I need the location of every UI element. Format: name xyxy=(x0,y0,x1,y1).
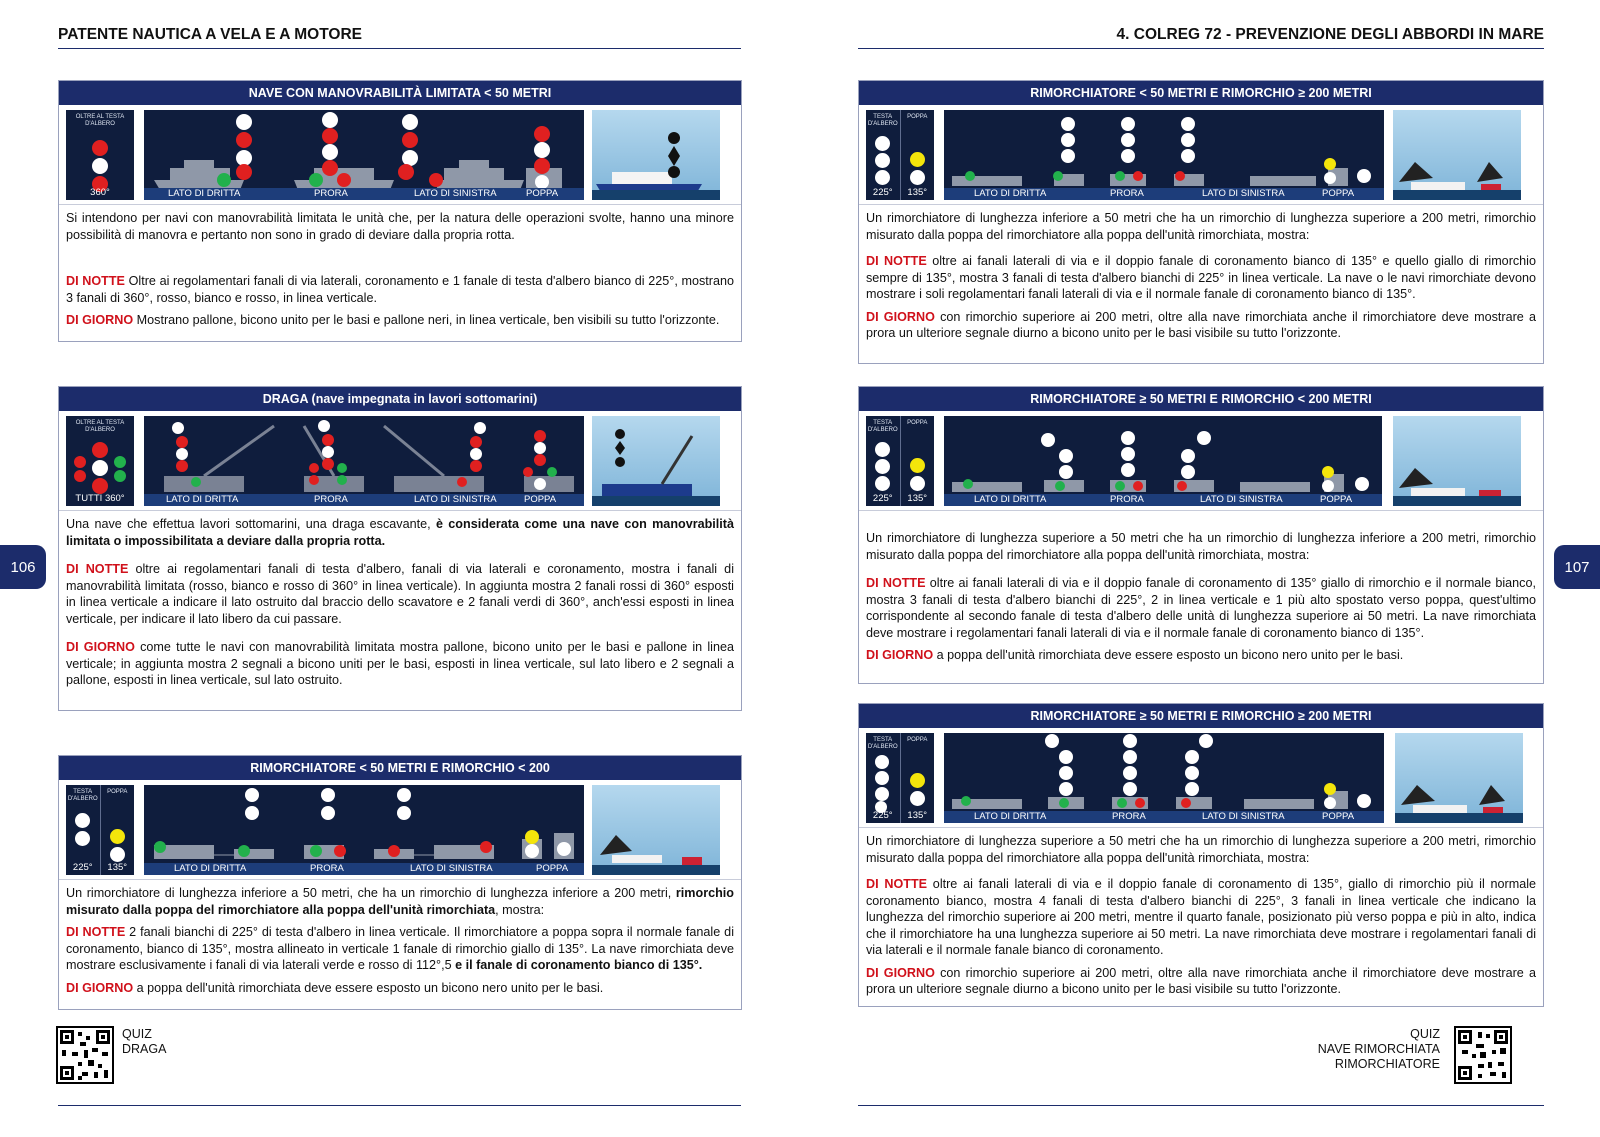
legend-caption: OLTRE AL TESTA D'ALBERO xyxy=(75,114,125,127)
box-text xyxy=(59,205,741,339)
intro-text-bold: rimorchio misurato dalla poppa del rimorchiatore alla poppa dell'unità rimorchiata xyxy=(66,886,734,917)
view-labels xyxy=(944,188,1384,200)
legend-angle: 135° xyxy=(907,810,928,821)
night-scene xyxy=(944,110,1384,200)
legend-angle: 360° xyxy=(90,187,110,198)
day-text: a poppa dell'unità rimorchiata deve essere esposto un bicono nero unito per le basi. xyxy=(133,980,604,995)
box-long-tug-long-tow xyxy=(858,703,1544,1007)
night-label: DI NOTTE xyxy=(66,925,126,939)
green-light-icon xyxy=(114,470,126,482)
tow-day-drawing xyxy=(592,785,720,875)
box-title: DRAGA (nave impegnata in lavori sottomarini) xyxy=(59,387,741,411)
tow-day-drawing xyxy=(1393,416,1521,506)
box-text xyxy=(59,511,741,699)
night-text: 2 fanali bianchi di 225° di testa d'albero in linea verticale. Il rimorchiatore a poppa sopra il normale fanale di coronamento, bianco di 135°, mostra allineato in verticale 1 fanale di rimorchio giallo di 135°. La nave rimorchiata deve mostrare esclusivamente i fanali di via laterali verde e rosso di 112°,5 xyxy=(66,925,734,972)
legend-stern xyxy=(900,110,935,200)
night-text: oltre ai fanali laterali di via e il doppio fanale di coronamento bianco di 135° e quello giallo di rimorchio sempre di 135°, mostra 3 fanali di testa d'albero bianchi di 225° in linea verticale. La nave o le navi rimorchiate devono mostrare i soli regolamentari fanali laterali di via e il normale fanale di coronamento bianco di 135°. xyxy=(866,254,1536,301)
box-text xyxy=(59,880,741,1006)
white-light-icon xyxy=(110,847,125,862)
night-label: DI NOTTE xyxy=(866,576,926,590)
qr-code-quiz-rimorchio[interactable] xyxy=(1454,1026,1512,1084)
tug-night-drawing xyxy=(144,785,584,875)
quiz-topic: DRAGA xyxy=(122,1042,167,1056)
label-bow: PRORA xyxy=(1110,188,1144,199)
legend-angle: 225° xyxy=(872,810,893,821)
day-label: DI GIORNO xyxy=(66,980,134,995)
lights-legend xyxy=(66,785,134,875)
lights-illustration xyxy=(59,780,741,880)
ship-day-photo xyxy=(592,110,720,200)
lights-legend xyxy=(66,110,134,200)
white-light-icon xyxy=(910,791,925,806)
tug-night-drawing xyxy=(944,416,1382,506)
dredger-night-drawing xyxy=(144,416,584,506)
view-labels xyxy=(944,494,1382,506)
box-dredger xyxy=(58,386,742,711)
legend-angle: 135° xyxy=(907,187,928,198)
label-bow: PRORA xyxy=(1110,494,1144,505)
intro-text xyxy=(66,516,734,549)
box-text xyxy=(859,828,1543,1008)
tow-day-drawing xyxy=(1395,733,1523,823)
night-text-bold: e il fanale di coronamento bianco di 135°. xyxy=(455,958,703,972)
qr-code-icon xyxy=(1456,1028,1510,1082)
white-light-icon xyxy=(910,170,925,185)
night-scene xyxy=(144,416,584,506)
white-light-icon xyxy=(875,771,889,785)
night-text: oltre ai regolamentari fanali di testa d'albero, fanali di via laterali e coronamento, mostra i fanali di manovrabilità limitata (rosso, bianco e rosso di 360° in linea verticale). In aggiunta mostra 2 fanali rossi di 360° esposti in linea verticale a indicare il lato ostruito dal braccio dello scavatore e 2 fanali verdi di 360°, anch'essi esposti in linea verticale, per indicare il lato libero da cui passare. xyxy=(66,562,734,626)
legend-caption: TESTA D'ALBERO xyxy=(867,114,898,127)
lights-illustration xyxy=(859,728,1543,828)
legend-stern xyxy=(900,416,935,506)
white-light-icon xyxy=(75,813,90,828)
day-text: a poppa dell'unità rimorchiata deve essere esposto un bicono nero unito per le basi. xyxy=(933,648,1404,662)
night-paragraph xyxy=(866,575,1536,641)
day-paragraph xyxy=(866,647,1536,664)
night-label: DI NOTTE xyxy=(66,274,125,288)
label-port: LATO DI SINISTRA xyxy=(1200,494,1283,505)
label-stern: POPPA xyxy=(524,494,557,505)
lights-legend xyxy=(866,416,934,506)
legend-caption: TESTA D'ALBERO xyxy=(67,789,98,802)
label-stern: POPPA xyxy=(1322,811,1355,822)
box-tug-long-tow xyxy=(858,80,1544,364)
night-scene xyxy=(144,110,584,200)
green-light-icon xyxy=(114,456,126,468)
night-paragraph xyxy=(66,561,734,627)
day-paragraph xyxy=(866,965,1536,998)
label-starboard: LATO DI DRITTA xyxy=(168,188,241,199)
white-light-icon xyxy=(875,153,890,168)
legend-angle: 225° xyxy=(872,493,893,504)
lights-legend xyxy=(866,110,934,200)
intro-text: Si intendono per navi con manovrabilità limitata le unità che, per la natura delle operazioni svolte, hanno una minore possibilità di manovra e pertanto non sono in grado di deviare dalla propria rotta. xyxy=(66,211,734,242)
label-stern: POPPA xyxy=(1320,494,1353,505)
label-starboard: LATO DI DRITTA xyxy=(974,811,1047,822)
page-number-right: 107 xyxy=(1554,545,1600,589)
right-page xyxy=(800,0,1600,1137)
legend-caption: POPPA xyxy=(907,420,928,426)
legend-angle: 225° xyxy=(72,862,93,873)
day-text: con rimorchio superiore ai 200 metri, oltre alla nave rimorchiata anche il rimorchiatore deve mostrare a prora un ulteriore segnale diurno a bicono unito per le basi visibile su tutto l'orizzonte. xyxy=(866,965,1536,996)
label-starboard: LATO DI DRITTA xyxy=(974,494,1047,505)
ship-day-drawing xyxy=(592,110,720,200)
running-header-right: 4. COLREG 72 - PREVENZIONE DEGLI ABBORDI IN MARE xyxy=(1116,26,1544,43)
dredger-day-drawing xyxy=(592,416,720,506)
legend-angle: 135° xyxy=(107,862,128,873)
yellow-light-icon xyxy=(910,458,925,473)
label-port: LATO DI SINISTRA xyxy=(410,863,493,874)
lights-illustration xyxy=(859,105,1543,205)
white-light-icon xyxy=(875,459,890,474)
box-tug-short-tow xyxy=(58,755,742,1010)
view-labels xyxy=(144,863,584,875)
sea xyxy=(592,865,720,875)
night-label: DI NOTTE xyxy=(866,254,927,268)
page-number-left: 106 xyxy=(0,545,46,589)
running-header-left: PATENTE NAUTICA A VELA E A MOTORE xyxy=(58,26,362,43)
legend-masthead xyxy=(866,110,900,200)
sea xyxy=(1395,813,1523,823)
day-paragraph xyxy=(866,309,1536,342)
red-light-icon xyxy=(92,140,108,156)
red-light-icon xyxy=(74,470,86,482)
white-light-icon xyxy=(910,476,925,491)
intro-text: Un rimorchiatore di lunghezza inferiore a 50 metri che ha un rimorchio di lunghezza superiore a 200 metri, rimorchio misurato dalla poppa del rimorchiatore alla poppa dell'unità rimorchiata, mostra: xyxy=(866,211,1536,242)
label-bow: PRORA xyxy=(314,188,348,199)
tow-day-photo xyxy=(1393,110,1521,200)
intro-text-a: Una nave che effettua lavori sottomarini, una draga escavante, xyxy=(66,517,436,531)
box-title: RIMORCHIATORE ≥ 50 METRI E RIMORCHIO ≥ 200 METRI xyxy=(859,704,1543,728)
header-rule xyxy=(858,48,1544,49)
box-title: NAVE CON MANOVRABILITÀ LIMITATA < 50 METRI xyxy=(59,81,741,105)
day-label: DI GIORNO xyxy=(866,648,934,662)
quiz-caption xyxy=(1318,1027,1440,1072)
tow-day-drawing xyxy=(1393,110,1521,200)
label-bow: PRORA xyxy=(1112,811,1146,822)
white-light-icon xyxy=(875,170,890,185)
night-scene xyxy=(944,416,1382,506)
day-paragraph xyxy=(66,639,734,689)
lights-illustration xyxy=(59,411,741,511)
night-text: Oltre ai regolamentari fanali di via laterali, coronamento e 1 fanale di testa d'albero bianco di 225°, mostrano 3 fanali di 360°, rosso, bianco e rosso, in linea verticale. xyxy=(66,274,734,305)
qr-code-quiz-draga[interactable] xyxy=(56,1026,114,1084)
quiz-caption xyxy=(122,1027,166,1057)
legend-caption: POPPA xyxy=(907,737,928,743)
day-paragraph xyxy=(66,312,734,329)
intro-text-bold: è considerata come una nave con manovrabilità limitata o impossibilitata a deviare dalla propria rotta. xyxy=(66,517,734,548)
box-title: RIMORCHIATORE ≥ 50 METRI E RIMORCHIO < 200 METRI xyxy=(859,387,1543,411)
label-port: LATO DI SINISTRA xyxy=(414,188,497,199)
legend-caption: TESTA D'ALBERO xyxy=(867,420,898,433)
ships-night-drawing xyxy=(144,110,584,200)
night-label: DI NOTTE xyxy=(866,877,928,891)
night-paragraph xyxy=(866,876,1536,959)
label-port: LATO DI SINISTRA xyxy=(414,494,497,505)
view-labels xyxy=(144,188,584,200)
night-scene xyxy=(944,733,1384,823)
tug-night-drawing xyxy=(944,110,1384,200)
view-labels xyxy=(144,494,584,506)
intro-text xyxy=(66,885,734,918)
label-port: LATO DI SINISTRA xyxy=(1202,188,1285,199)
sea xyxy=(1393,190,1521,200)
red-light-icon xyxy=(74,456,86,468)
box-text xyxy=(859,511,1543,674)
lights-illustration xyxy=(859,411,1543,511)
legend-angle: 135° xyxy=(907,493,928,504)
quiz-topic: NAVE RIMORCHIATA xyxy=(1317,1042,1440,1056)
legend-masthead xyxy=(866,416,900,506)
label-stern: POPPA xyxy=(1322,188,1355,199)
day-paragraph xyxy=(66,980,734,997)
intro-text: Un rimorchiatore di lunghezza superiore a 50 metri che ha un rimorchio di lunghezza inferiore a 200 metri, rimorchio misurato dalla poppa del rimorchiatore alla poppa dell'unità rimorchiata, mostra: xyxy=(866,531,1536,562)
label-bow: PRORA xyxy=(310,863,344,874)
box-text xyxy=(859,205,1543,352)
label-starboard: LATO DI DRITTA xyxy=(174,863,247,874)
lights-legend xyxy=(866,733,934,823)
day-label: DI GIORNO xyxy=(866,965,935,980)
lights-legend xyxy=(66,416,134,506)
white-light-icon xyxy=(875,136,890,151)
quiz-label: QUIZ xyxy=(122,1027,152,1041)
red-light-icon xyxy=(92,478,108,494)
box-long-tug-short-tow xyxy=(858,386,1544,684)
legend-stern xyxy=(100,785,135,875)
day-label: DI GIORNO xyxy=(66,313,134,327)
legend-angle: TUTTI 360° xyxy=(75,493,125,504)
intro-text-c: , mostra: xyxy=(495,902,545,917)
legend-angle: 225° xyxy=(872,187,893,198)
box-title: RIMORCHIATORE < 50 METRI E RIMORCHIO ≥ 200 METRI xyxy=(859,81,1543,105)
tow-day-photo xyxy=(592,785,720,875)
tug-night-drawing xyxy=(944,733,1384,823)
legend-stern xyxy=(900,733,935,823)
sea xyxy=(592,496,720,506)
white-light-icon xyxy=(875,442,890,457)
day-text: con rimorchio superiore ai 200 metri, oltre alla nave rimorchiata anche il rimorchiatore deve mostrare a prora un ulteriore segnale diurno a bicono unito per le basi visibile su tutto l'orizzonte. xyxy=(866,309,1536,340)
night-paragraph xyxy=(66,924,734,974)
yellow-light-icon xyxy=(910,152,925,167)
view-labels xyxy=(944,811,1384,823)
footer-rule xyxy=(58,1105,741,1106)
white-light-icon xyxy=(75,831,90,846)
white-light-icon xyxy=(92,158,108,174)
night-scene xyxy=(144,785,584,875)
yellow-light-icon xyxy=(910,773,925,788)
white-light-icon xyxy=(875,476,890,491)
lights-illustration xyxy=(59,105,741,205)
quiz-label: QUIZ xyxy=(1410,1027,1440,1041)
tow-day-photo xyxy=(1393,416,1521,506)
legend-masthead xyxy=(866,733,900,823)
label-port: LATO DI SINISTRA xyxy=(1202,811,1285,822)
yellow-light-icon xyxy=(110,829,125,844)
day-text: come tutte le navi con manovrabilità limitata mostra pallone, bicono unito per le basi e pallone in linea verticale; in aggiunta mostra 2 segnali a bicono uniti per le basi, esposti in linea verticale, sul lato libero e 2 segnali a pallone, esposti in linea verticale, sul lato ostruito. xyxy=(66,640,734,687)
legend-masthead xyxy=(66,785,100,875)
header-rule xyxy=(58,48,741,49)
night-text: oltre ai fanali laterali di via e il doppio fanale di coronamento di 135° giallo di rimorchio e il normale bianco, mostra 3 fanali di testa d'albero bianchi di 225°, 2 in linea verticale e 1 più alto spostato verso poppa, quest'ultimo corrispondente al secondo fanale di testa d'albero delle unità di lunghezza superiore ai 50 metri. La nave rimorchiata deve mostrare i regolamentari fanali laterali di via e il normale fanale di coronamento bianco di 135°. xyxy=(866,576,1536,640)
night-text: oltre ai fanali laterali di via e il doppio fanale di coronamento di 135°, giallo di rimorchio più il normale coronamento bianco, mostra 4 fanali di testa d'albero bianchi di 225°, 3 fanali in linea verticale che indicano la lunghezza del rimorchio superiore ai 200 metri, mentre il quarto fanale, posizionato più verso poppa e più in alto, indica che il rimorchiatore ha una lunghezza superiore ai 50 metri. La nave rimorchiata deve mostrare i regolamentari fanali di via laterali e il normale fanale bianco di coronamento. xyxy=(866,877,1536,957)
footer-rule xyxy=(858,1105,1544,1106)
intro-text-a: Un rimorchiatore di lunghezza inferiore a 50 metri, che ha un rimorchio di lunghezza inferiore a 200 metri, xyxy=(66,886,676,900)
label-starboard: LATO DI DRITTA xyxy=(166,494,239,505)
intro-text: Un rimorchiatore di lunghezza superiore a 50 metri che ha un rimorchio di lunghezza superiore a 200 metri, rimorchio misurato dalla poppa del rimorchiatore alla poppa dell'unità rimorchiata, mostra: xyxy=(866,834,1536,865)
legend-caption: TESTA D'ALBERO xyxy=(867,737,898,750)
label-bow: PRORA xyxy=(314,494,348,505)
day-text: Mostrano pallone, bicono unito per le basi e pallone neri, in linea verticale, ben visibili su tutto l'orizzonte. xyxy=(133,313,720,327)
legend-caption: POPPA xyxy=(107,789,128,795)
day-label: DI GIORNO xyxy=(66,640,135,654)
white-light-icon xyxy=(875,755,889,769)
box-title: RIMORCHIATORE < 50 METRI E RIMORCHIO < 200 xyxy=(59,756,741,780)
dredger-day-photo xyxy=(592,416,720,506)
night-label: DI NOTTE xyxy=(66,562,129,576)
box-restricted-manoeuvrability xyxy=(58,80,742,342)
white-light-icon xyxy=(875,787,889,801)
night-paragraph xyxy=(66,273,734,306)
day-label: DI GIORNO xyxy=(866,309,935,324)
red-light-icon xyxy=(92,442,108,458)
label-starboard: LATO DI DRITTA xyxy=(974,188,1047,199)
night-paragraph xyxy=(866,253,1536,303)
sea xyxy=(1393,496,1521,506)
sea xyxy=(592,190,720,200)
white-light-icon xyxy=(92,460,108,476)
qr-code-icon xyxy=(58,1028,112,1082)
quiz-topic: RIMORCHIATORE xyxy=(1334,1057,1440,1071)
tow-day-photo xyxy=(1395,733,1523,823)
label-stern: POPPA xyxy=(526,188,559,199)
legend-caption: POPPA xyxy=(907,114,928,120)
label-stern: POPPA xyxy=(536,863,569,874)
legend-caption: OLTRE AL TESTA D'ALBERO xyxy=(75,420,125,433)
